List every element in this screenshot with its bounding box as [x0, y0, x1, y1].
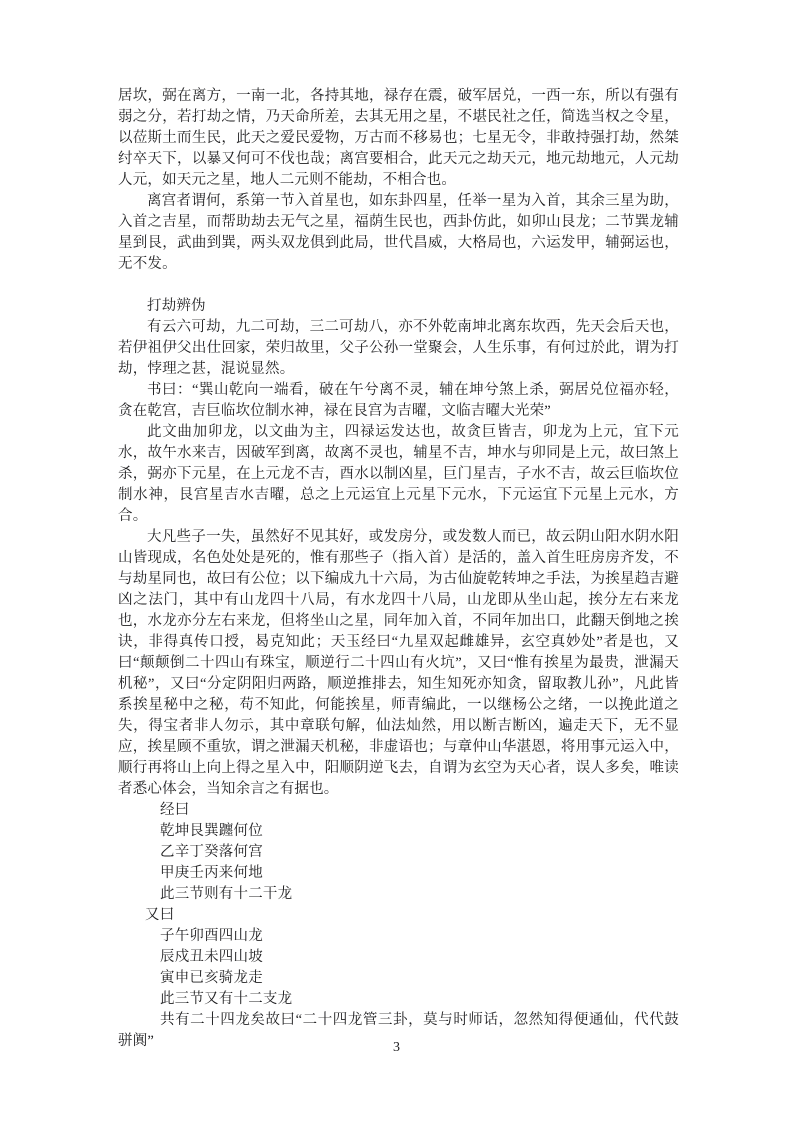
section-title: 打劫辨伪 [147, 298, 206, 314]
verse-jing-line-3: 甲庚壬丙来何地 [160, 865, 263, 881]
verse-you-line-2: 辰戍丑未四山坡 [160, 949, 263, 965]
verse-jing-intro: 经曰 [160, 802, 190, 818]
verse-jing-line-2: 乙辛丁癸落何宫 [160, 844, 263, 860]
paragraph-dafan: 大凡些子一失，虽然好不见其好，或发房分，或发数人而已，故云阴山阳水阴水阳山皆现成，名色处处是死的，惟有那些子（指入首）是活的，盖入首生旺房房齐发，不与劫星同也，故曰有公位；以下编成九十六局，为古仙旋乾转坤之手法，为挨星趋吉避凶之法门，其中有山龙四十八局，有水龙四十八局，山龙即从坐山起，挨分左右来龙也，水龙亦分左右来龙，但将坐山之星，同年加入首，不同年加出口，此翻天倒地之挨诀，非得真传口授，曷克知此；天玉经曰“九星双起雌雄异，玄空真妙处”者是也，又曰“颠颠倒二十四山有珠宝，顺逆行二十四山有火坑”，又曰“惟有挨星为最贵，泄漏天机秘”，又曰“分定阴阳归两路，顺逆推排去，知生知死亦知贪，留取教儿孙”，凡此皆系挨星秘中之秘，苟不知此，何能挨星，师青编此，一以继杨公之绪，一以挽此道之失，得宝者非人勿示，其中章联句解，仙法灿然，用以断吉断凶，遍走天下，无不显应，挨星顾不重欤，谓之泄漏天机秘，非虚语也；与章仲山华湛恩，将用事元运入中，顺行再将山上向上得之星入中，阳顺阴逆飞去，自谓为玄空为天心者，误人多矣，唯读者悉心体会，当知余言之有据也。 [118, 529, 679, 797]
verse-you-line-3: 寅申已亥骑龙走 [160, 970, 263, 986]
verse-you-intro: 又曰 [145, 907, 175, 923]
paragraph-continuation: 居坎，弼在离方，一南一北，各持其地，禄存在震，破军居兑，一西一东，所以有强有弱之分，若打劫之情，乃天命所差，去其无用之星，不堪民社之任，简选当权之令星，以莅斯土而生民，此天之爱民爱物，万古而不移易也；七星无令，非敢持强打劫，然桀纣卒天下，以暴又何可不伐也哉；离宫要相合，此天元之劫天元，地元劫地元，人元劫人元，如天元之星，地人二元则不能劫，不相合也。 [118, 88, 679, 188]
paragraph-wenqu: 此文曲加卯龙，以文曲为主，四禄运发达也，故贪巨皆吉，卯龙为上元，宜下元水，故午水来吉，因破军到离，故离不灵也，辅星不吉，坤水与卯同是上元，故曰煞上杀，弼亦下元星，在上元龙不吉，酉水以制凶星，巨门星吉，子水不吉，故云巨临坎位制水神，艮宫星吉水吉曜，总之上元运宜上元星下元水，下元运宜下元星上元水，方合。 [118, 424, 679, 524]
verse-you-line-4: 此三节又有十二支龙 [160, 991, 293, 1007]
verse-jing-line-1: 乾坤艮巽躔何位 [160, 823, 263, 839]
page-number: 3 [393, 1040, 400, 1055]
paragraph-closing: 共有二十四龙矣故曰“二十四龙管三卦，莫与时师话，忽然知得便通仙，代代鼓骈阗” [118, 1012, 679, 1049]
paragraph-ligong: 离宫者谓何，系第一节入首星也，如东卦四星，任举一星为入首，其余三星为助，入首之吉星，而帮助劫去无气之星，福荫生民也，西卦仿此，如卯山艮龙；二节巽龙辅星到艮，武曲到巽，两头双龙俱到此局，世代昌威，大格局也，六运发甲，辅弼运也，无不发。 [118, 193, 679, 272]
paragraph-shuyue: 书曰：“巽山乾向一端看，破在午兮离不灵，辅在坤兮煞上杀，弼居兑位福亦轻，贪在乾宫，吉巨临坎位制水神，禄在艮宫为吉曜，文临吉曜大光荣” [118, 382, 679, 419]
verse-you-line-1: 子午卯酉四山龙 [160, 928, 263, 944]
paragraph-youyun: 有云六可劫，九二可劫，三二可劫八，亦不外乾南坤北离东坎西，先天会后天也，若伊祖伊父出仕回家，荣归故里，父子公孙一堂聚会，人生乐事，有何过於此，谓为打劫，悖理之甚，混说显然。 [118, 319, 679, 377]
verse-jing-line-4: 此三节则有十二干龙 [160, 886, 293, 902]
text-block [118, 86, 679, 1052]
